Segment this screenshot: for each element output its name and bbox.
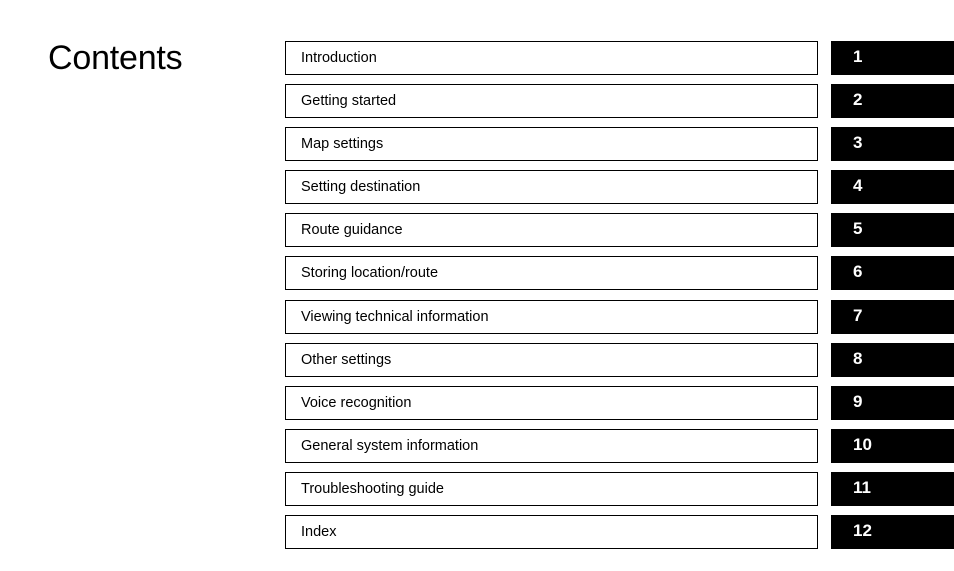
chapter-tab-11[interactable]: [831, 472, 954, 506]
toc-link-index[interactable]: [285, 515, 818, 549]
toc-link-getting-started[interactable]: [285, 84, 818, 118]
chapter-number: 3: [853, 133, 863, 152]
toc-label: General system information: [301, 438, 479, 454]
toc-label: Getting started: [301, 93, 397, 109]
chapter-number: 9: [853, 392, 863, 411]
toc-label: Map settings: [301, 136, 384, 152]
toc-label: Storing location/route: [301, 265, 439, 281]
chapter-tab-1[interactable]: [831, 41, 954, 75]
toc-entry-other-settings: [285, 343, 954, 377]
toc-link-voice-recognition[interactable]: [285, 386, 818, 420]
chapter-tab-10[interactable]: [831, 429, 954, 463]
chapter-number: 10: [853, 435, 872, 454]
toc-link-map-settings[interactable]: [285, 127, 818, 161]
toc-label: Viewing technical information: [301, 309, 489, 325]
toc-link-setting-destination[interactable]: [285, 170, 818, 204]
toc-link-troubleshooting-guide[interactable]: [285, 472, 818, 506]
toc-entry-route-guidance: [285, 213, 954, 247]
chapter-tab-5[interactable]: [831, 213, 954, 247]
toc-entry-getting-started: [285, 84, 954, 118]
toc-entry-index: [285, 515, 954, 549]
chapter-number: 2: [853, 90, 863, 109]
toc-link-route-guidance[interactable]: [285, 213, 818, 247]
toc-label: Voice recognition: [301, 395, 412, 411]
toc-label: Other settings: [301, 352, 392, 368]
chapter-number: 8: [853, 349, 863, 368]
toc-entry-voice-recognition: [285, 386, 954, 420]
chapter-number: 11: [853, 478, 871, 497]
toc-link-other-settings[interactable]: [285, 343, 818, 377]
toc-label: Route guidance: [301, 222, 403, 238]
chapter-tab-4[interactable]: [831, 170, 954, 204]
chapter-tab-8[interactable]: [831, 343, 954, 377]
toc-entry-general-system-information: [285, 429, 954, 463]
toc-label: Setting destination: [301, 179, 421, 195]
chapter-number: 4: [853, 176, 863, 195]
toc-entry-setting-destination: [285, 170, 954, 204]
toc-entry-viewing-technical-information: [285, 300, 954, 334]
toc-link-storing-location-route[interactable]: [285, 256, 818, 290]
toc-link-introduction[interactable]: [285, 41, 818, 75]
chapter-number: 5: [853, 219, 863, 238]
chapter-tab-3[interactable]: [831, 127, 954, 161]
toc-link-general-system-information[interactable]: [285, 429, 818, 463]
chapter-tab-9[interactable]: [831, 386, 954, 420]
chapter-number: 7: [853, 306, 863, 325]
toc-link-viewing-technical-information[interactable]: [285, 300, 818, 334]
chapter-tab-12[interactable]: [831, 515, 954, 549]
toc-entry-introduction: [285, 41, 954, 75]
chapter-number: 6: [853, 262, 863, 281]
chapter-tab-6[interactable]: [831, 256, 954, 290]
toc-label: Introduction: [301, 50, 377, 66]
chapter-tab-2[interactable]: [831, 84, 954, 118]
toc-entry-map-settings: [285, 127, 954, 161]
toc-entry-troubleshooting-guide: [285, 472, 954, 506]
chapter-number: 12: [853, 521, 872, 540]
toc-label: Troubleshooting guide: [301, 481, 444, 497]
chapter-number: 1: [853, 47, 863, 66]
toc-label: Index: [301, 524, 337, 540]
chapter-tab-7[interactable]: [831, 300, 954, 334]
toc-entry-storing-location-route: [285, 256, 954, 290]
page-title: Contents: [48, 39, 183, 77]
